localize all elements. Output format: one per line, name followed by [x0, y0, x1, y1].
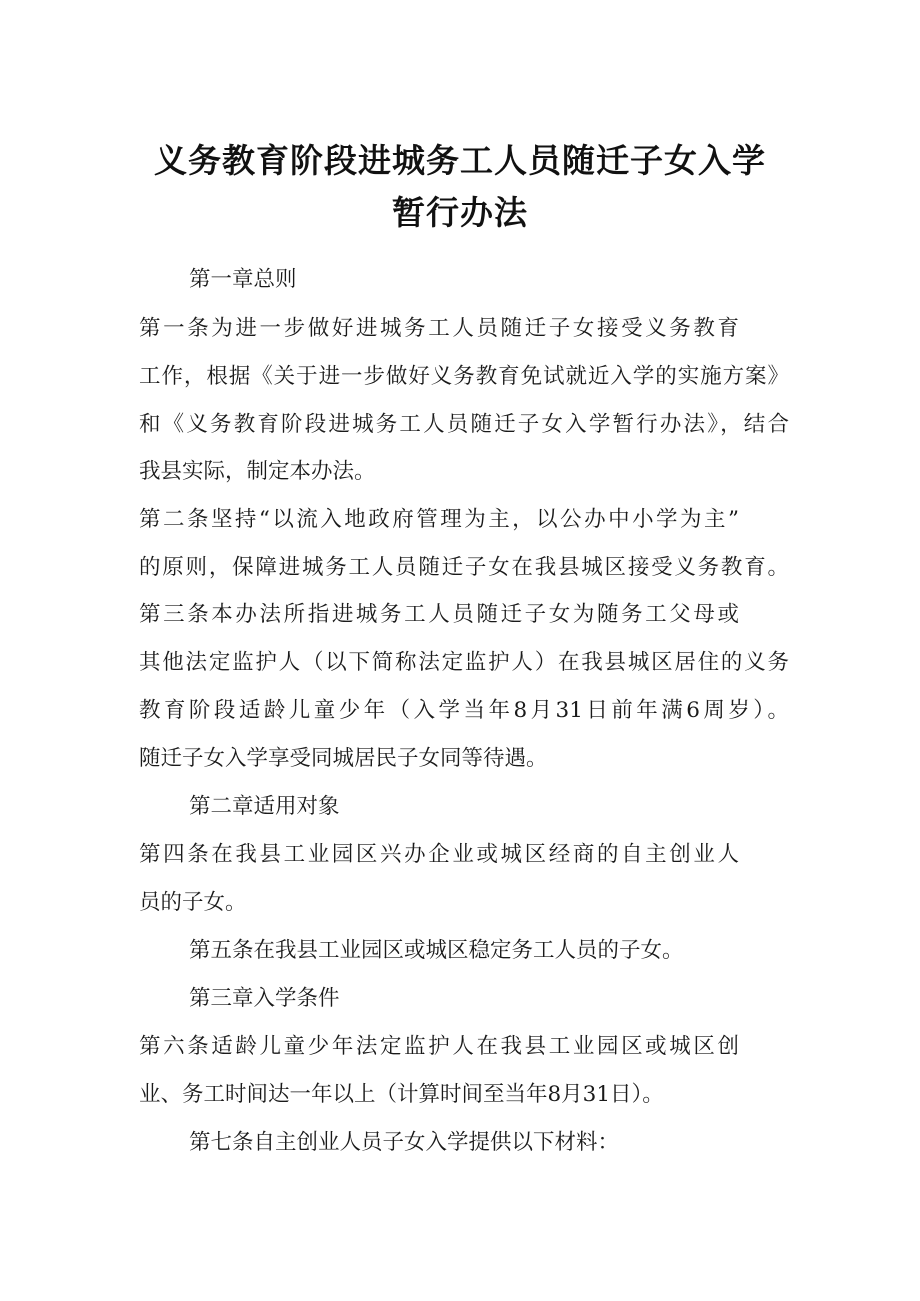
document-title-line-1: 义务教育阶段进城务工人员随迁子女入学 — [154, 141, 766, 180]
text-line: 第三条本办法所指进城务工人员随迁子女为随务工父母或 — [139, 602, 739, 627]
text-line: 其他法定监护人（以下简称法定监护人）在我县城区居住的义务 — [139, 650, 789, 675]
text-line: 第六条适龄儿童少年法定监护人在我县工业园区或城区创 — [139, 1034, 739, 1059]
text-line: 和《义务教育阶段进城务工人员随迁子女入学暂行办法》，结合 — [139, 412, 789, 437]
text-line: 工作，根据《关于进一步做好义务教育免试就近入学的实施方案》 — [139, 364, 789, 389]
text-line: 第四条在我县工业园区兴办企业或城区经商的自主创业人 — [139, 842, 739, 867]
text-line: 第一条为进一步做好进城务工人员随迁子女接受义务教育 — [139, 316, 739, 341]
text-line: 第七条自主创业人员子女入学提供以下材料： — [189, 1130, 620, 1155]
chapter-heading: 第三章入学条件 — [189, 986, 340, 1011]
document-title-line-2: 暂行办法 — [392, 193, 528, 232]
text-line: 员的子女。 — [139, 890, 247, 915]
text-line: 随迁子女入学享受同城居民子女同等待遇。 — [139, 746, 548, 771]
chapter-heading: 第二章适用对象 — [189, 794, 340, 819]
text-line: 教育阶段适龄儿童少年（入学当年8月31日前年满6周岁）。 — [139, 698, 789, 723]
chapter-heading: 第一章总则 — [189, 267, 297, 292]
text-line: 业、务工时间达一年以上（计算时间至当年8月31日）。 — [139, 1082, 664, 1107]
text-line: 我县实际，制定本办法。 — [139, 459, 376, 484]
text-line: 的原则，保障进城务工人员随迁子女在我县城区接受义务教育。 — [139, 555, 789, 580]
text-line: 第二条坚持“以流入地政府管理为主，以公办中小学为主” — [139, 507, 739, 532]
text-line: 第五条在我县工业园区或城区稳定务工人员的子女。 — [189, 938, 684, 963]
